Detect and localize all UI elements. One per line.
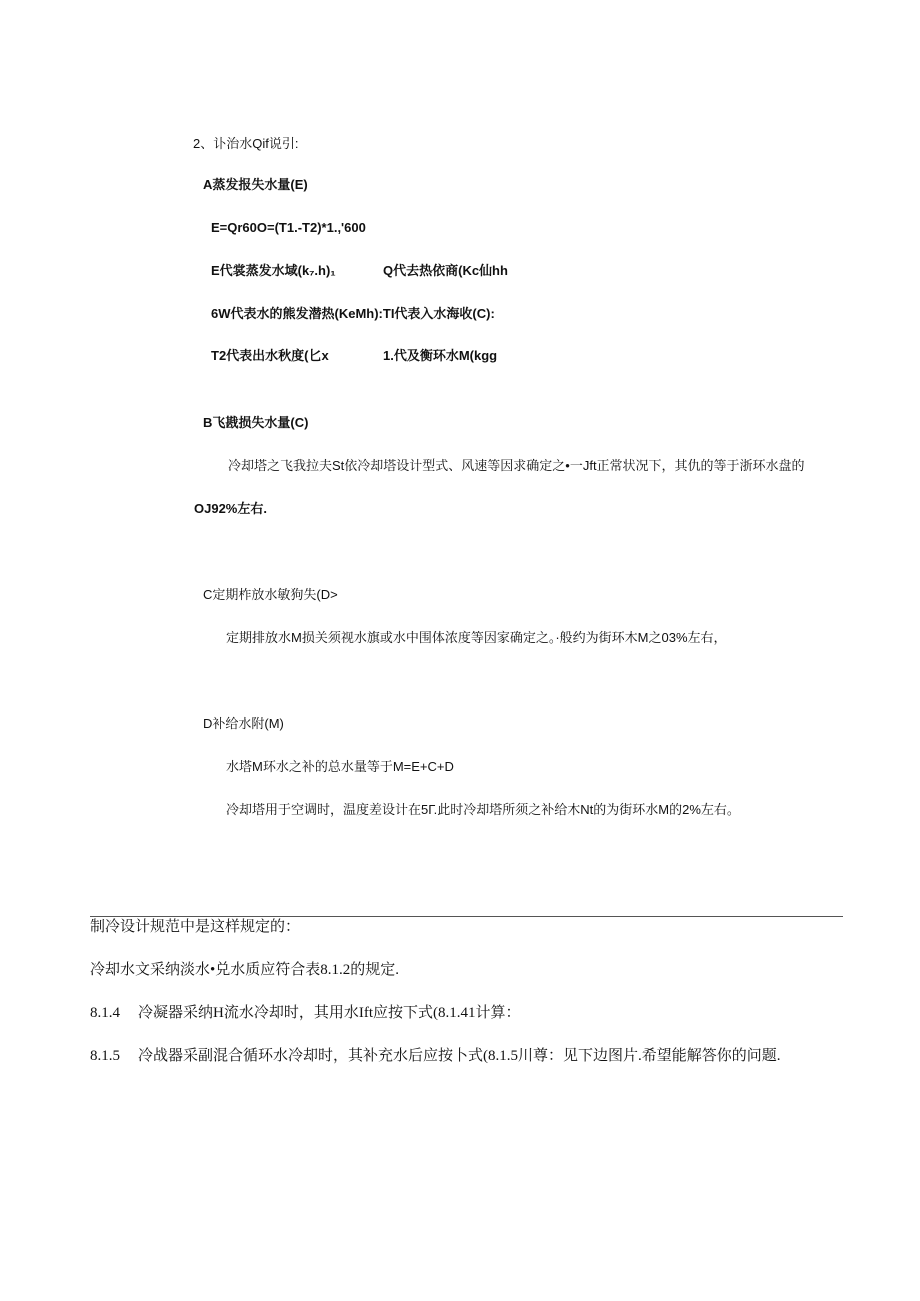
blowdown-text: 定期排放水M损关须视水旗或水中围体浓度等因家确定之。·般约为街环木M之03%左右， <box>226 630 727 645</box>
makeup-formula: 水塔M环水之补的总水量等于M=E+C+D <box>226 759 454 774</box>
definition-t2: T2代表出水秋度(匕x <box>211 348 329 363</box>
drift-text-2: OJ92%左右. <box>194 501 267 516</box>
evaporation-formula: E=Qr60O=(T1.-T2)*1.,'600 <box>211 220 366 235</box>
definition-l: 1.代及衡环水M(kgg <box>383 348 498 363</box>
spec-water-quality: 冷却水文采纳淡水•兑水质应符合表8.1.2的规定. <box>90 962 400 978</box>
evaporation-heading: A蒸发报失水量(E) <box>203 177 308 192</box>
spec-item-number-815: 8.1.5 <box>90 1048 120 1064</box>
definition-e: E代裳蒸发水域(k₇.h)₁ <box>211 263 336 278</box>
blowdown-heading: C定期柞放水敏狗失(D> <box>203 587 338 602</box>
section-title: 2、讣治水Qif说引: <box>193 136 299 151</box>
horizontal-divider <box>90 916 843 917</box>
definition-6w-t1: 6W代表水的熊发潜热(KeMh):TI代表入水海收(C): <box>211 306 495 321</box>
spec-item-number-814: 8.1.4 <box>90 1005 120 1021</box>
spec-item-text-814: 冷凝器采纳H流水冷却时，其用水Ift应按下式(8.1.41计算： <box>138 1005 521 1021</box>
drift-text-1: 冷却塔之飞我拉夫St依冷却塔设计型式、风速等因求确定之•一Jft正常状况下，其仇的等于浙环水盘的 <box>228 458 805 473</box>
makeup-text: 冷却塔用于空调时，温度差设计在5Г.此时冷却塔所须之补给木Nt的为街环水M的2%左右。 <box>226 802 740 817</box>
spec-item-text-815: 冷战器采副混合循环水冷却时，其补充水后应按卜式(8.1.5川尊：见下边图片.希望能解答你的问题. <box>138 1048 781 1064</box>
makeup-heading: D补给水附(M) <box>203 716 284 731</box>
drift-heading: B飞戡损失水量(C) <box>203 415 309 430</box>
spec-intro: 制冷设计规范中是这样规定的： <box>90 919 301 935</box>
definition-q: Q代去热依商(Kc仙hh <box>383 263 508 278</box>
